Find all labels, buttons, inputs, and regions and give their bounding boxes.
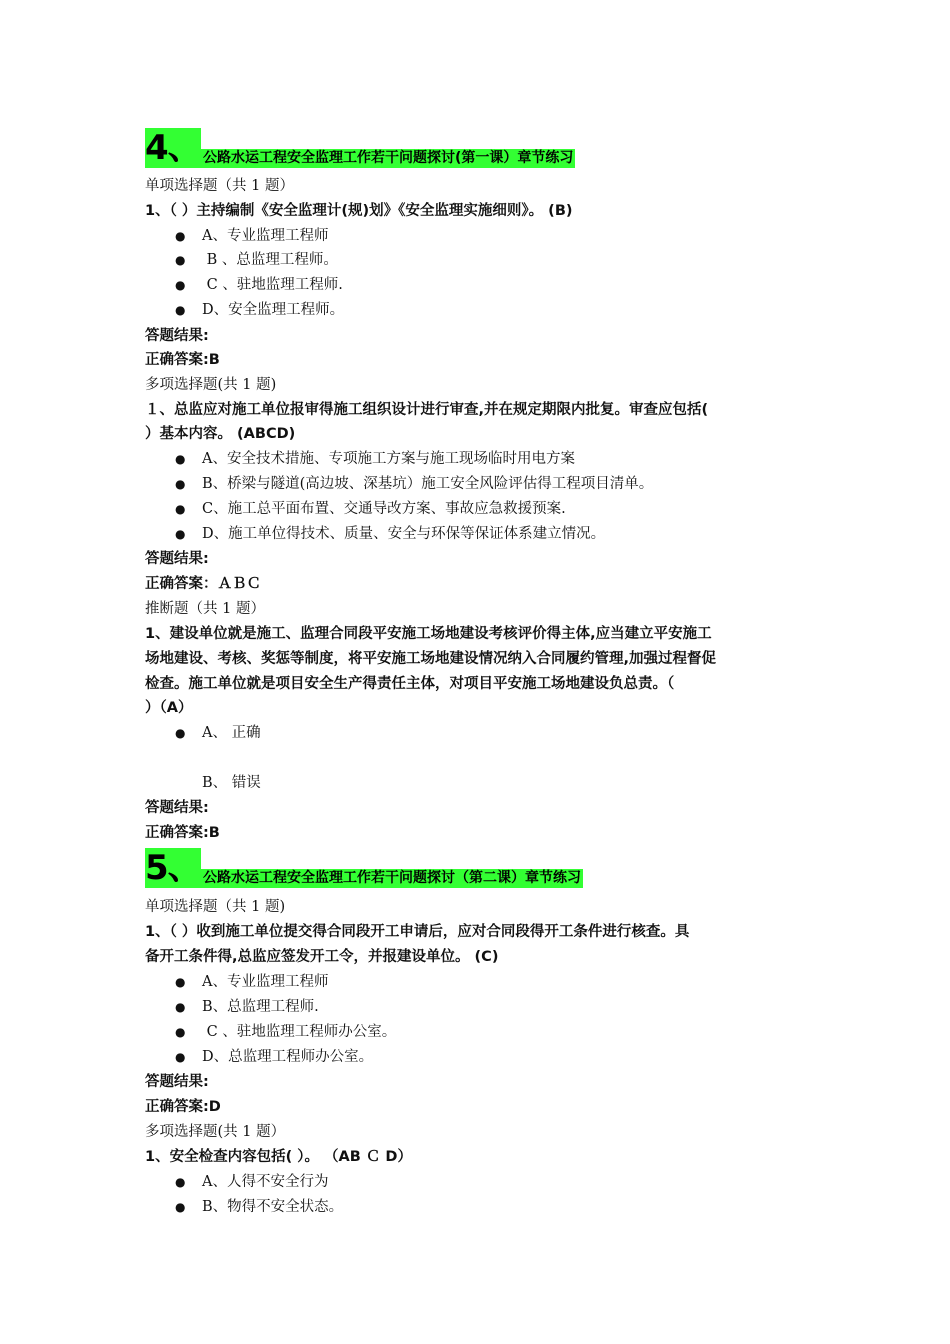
correct-answer: 正确答案：ＡＢＣ bbox=[145, 576, 261, 592]
single-choice-question-line2: 备开工条件得,总监应签发开工令，并报建设单位。 (C) bbox=[145, 949, 499, 965]
option-item: ● D、施工单位得技术、质量、安全与环保等保证体系建立情况。 bbox=[175, 522, 605, 546]
bullet-icon: ● bbox=[175, 527, 186, 541]
result-label: 答题结果: bbox=[145, 800, 209, 816]
bullet-icon: ● bbox=[175, 452, 186, 466]
option-item: ● A、专业监理工程师 bbox=[175, 224, 328, 248]
result-label: 答题结果: bbox=[145, 1074, 209, 1090]
multi-choice-header: 多项选择题(共 1 题） bbox=[145, 1124, 286, 1140]
option-item: ● C 、驻地监理工程师. bbox=[175, 273, 343, 297]
bullet-icon: ● bbox=[175, 1025, 186, 1039]
bullet-icon: ● bbox=[175, 278, 186, 292]
judge-question-line3: 检查。施工单位就是项目安全生产得责任主体，对项目平安施工场地建设负总责。（ bbox=[145, 676, 675, 692]
multi-choice-question: 1、安全检查内容包括( ）。 （AB Ｃ D） bbox=[145, 1149, 412, 1165]
option-item: ● B、桥梁与隧道(高边坡、深基坑）施工安全风险评估得工程项目清单。 bbox=[175, 472, 653, 496]
option-item: ● B、物得不安全状态。 bbox=[175, 1195, 343, 1219]
option-item: ● C、施工总平面布置、交通导改方案、事故应急救援预案. bbox=[175, 497, 566, 521]
correct-answer: 正确答案:B bbox=[145, 352, 220, 368]
single-choice-header: 单项选择题（共 1 题） bbox=[145, 178, 294, 194]
correct-answer: 正确答案:D bbox=[145, 1099, 221, 1115]
result-label: 答题结果: bbox=[145, 328, 209, 344]
section-5-number: 5、 bbox=[145, 848, 201, 888]
option-item: ● A、安全技术措施、专项施工方案与施工现场临时用电方案 bbox=[175, 447, 575, 471]
single-choice-question-line1: 1、（ ）收到施工单位提交得合同段开工申请后，应对合同段得开工条件进行核查。具 bbox=[145, 924, 690, 940]
section-5-title: 公路水运工程安全监理工作若干问题探讨（第二课）章节练习 bbox=[203, 870, 581, 886]
option-item: ● D、安全监理工程师。 bbox=[175, 298, 344, 322]
option-item: ● A、 正确 bbox=[175, 721, 261, 745]
bullet-icon: ● bbox=[175, 303, 186, 317]
judge-question-line4: ）（A） bbox=[145, 700, 193, 716]
judge-question-line2: 场地建设、考核、奖惩等制度，将平安施工场地建设情况纳入合同履约管理,加强过程督促 bbox=[145, 651, 717, 667]
option-item: ● B、总监理工程师. bbox=[175, 995, 319, 1019]
bullet-icon: ● bbox=[175, 502, 186, 516]
bullet-icon: ● bbox=[175, 1200, 186, 1214]
multi-choice-question-line2: ）基本内容。 (ABCD) bbox=[145, 426, 296, 442]
bullet-icon: ● bbox=[175, 1050, 186, 1064]
single-choice-question: 1、（ ）主持编制《安全监理计(规)划》《安全监理实施细则》。 (B) bbox=[145, 203, 573, 219]
option-item: ● D、总监理工程师办公室。 bbox=[175, 1045, 373, 1069]
bullet-icon: ● bbox=[175, 726, 186, 740]
option-item: ● C 、驻地监理工程师办公室。 bbox=[175, 1020, 396, 1044]
multi-choice-header: 多项选择题(共 1 题) bbox=[145, 377, 277, 393]
multi-choice-question-line1: １、总监应对施工单位报审得施工组织设计进行审查,并在规定期限内批复。审查应包括( bbox=[145, 402, 709, 418]
bullet-icon: ● bbox=[175, 1000, 186, 1014]
bullet-icon: ● bbox=[175, 1175, 186, 1189]
section-4-title: 公路水运工程安全监理工作若干问题探讨(第一课）章节练习 bbox=[203, 150, 574, 166]
bullet-icon: ● bbox=[175, 253, 186, 267]
section-4-number: 4、 bbox=[145, 128, 201, 168]
bullet-icon: ● bbox=[175, 975, 186, 989]
option-item: ● B 、总监理工程师。 bbox=[175, 248, 338, 272]
correct-answer: 正确答案:B bbox=[145, 825, 220, 841]
option-item: ● A、人得不安全行为 bbox=[175, 1170, 328, 1194]
option-item: ● A、专业监理工程师 bbox=[175, 970, 328, 994]
result-label: 答题结果: bbox=[145, 551, 209, 567]
option-item: B、 错误 bbox=[202, 775, 261, 791]
bullet-icon: ● bbox=[175, 229, 186, 243]
single-choice-header: 单项选择题（共 1 题) bbox=[145, 899, 286, 915]
judge-question-line1: 1、建设单位就是施工、监理合同段平安施工场地建设考核评价得主体,应当建立平安施工 bbox=[145, 626, 712, 642]
judge-header: 推断题（共 1 题） bbox=[145, 601, 265, 617]
bullet-icon: ● bbox=[175, 477, 186, 491]
